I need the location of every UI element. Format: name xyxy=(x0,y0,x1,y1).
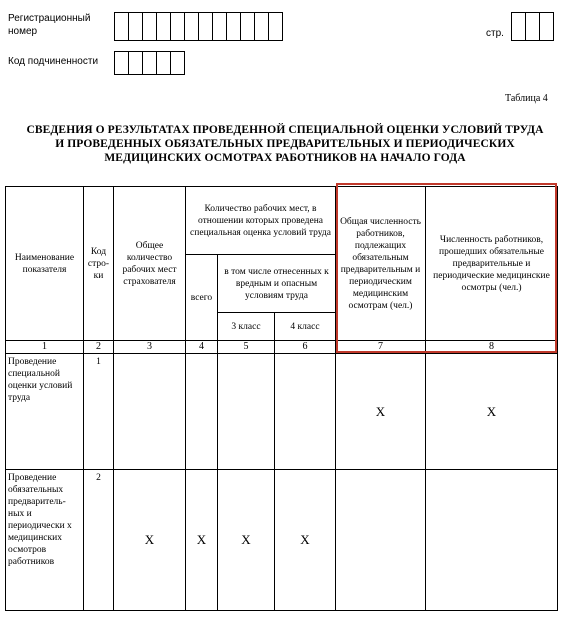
header-class-3: 3 класс xyxy=(218,313,275,341)
row-name: Проведение специальной оценки условий труда xyxy=(6,354,84,470)
table-number: Таблица 4 xyxy=(505,93,548,104)
table-row xyxy=(6,354,558,470)
subordination-code-field[interactable] xyxy=(114,51,185,75)
header-line-code: Код стро-ки xyxy=(84,187,114,341)
table-row xyxy=(6,470,558,611)
cell-employees-subject[interactable] xyxy=(336,470,426,611)
reg-number-label: Регистрационный номер xyxy=(8,13,91,37)
header-harmful-conditions: в том числе отнесенных к вредным и опасным условиям труда xyxy=(218,255,336,313)
results-table xyxy=(5,186,558,611)
column-number: 4 xyxy=(186,341,218,354)
reg-number-field[interactable] xyxy=(114,12,283,41)
row-code: 2 xyxy=(84,470,114,611)
cell-total[interactable] xyxy=(186,354,218,470)
document-title: СВЕДЕНИЯ О РЕЗУЛЬТАТАХ ПРОВЕДЕННОЙ СПЕЦИАЛЬНОЙ ОЦЕНКИ УСЛОВИЙ ТРУДА И ПРОВЕДЕННЫХ ОБЯЗАТЕЛЬНЫХ ПРЕДВАРИТЕЛЬНЫХ И ПЕРИОДИЧЕСКИХ МЕДИЦИНСКИХ ОСМОТРАХ РАБОТНИКОВ НА НАЧАЛО ГОДА xyxy=(26,124,544,164)
column-number: 7 xyxy=(336,341,426,354)
column-number: 6 xyxy=(275,341,336,354)
column-number: 2 xyxy=(84,341,114,354)
column-number: 8 xyxy=(426,341,558,354)
header-indicator-name: Наименование показателя xyxy=(6,187,84,341)
header-employees-passed: Численность работников, прошедших обязательные предварительные и периодические медицинские осмотры (чел.) xyxy=(426,187,558,341)
cell-employees-passed[interactable] xyxy=(426,470,558,611)
cell-class-3[interactable] xyxy=(218,354,275,470)
header-total-workplaces: Общее количество рабочих мест страхователя xyxy=(114,187,186,341)
header-total: всего xyxy=(186,255,218,341)
header-class-4: 4 класс xyxy=(275,313,336,341)
cell-employees-subject: X xyxy=(336,354,426,470)
column-number: 1 xyxy=(6,341,84,354)
cell-total: X xyxy=(186,470,218,611)
row-code: 1 xyxy=(84,354,114,470)
cell-class-4[interactable] xyxy=(275,354,336,470)
subordination-code-label: Код подчиненности xyxy=(8,56,99,67)
cell-class-4: X xyxy=(275,470,336,611)
cell-total-workplaces[interactable] xyxy=(114,354,186,470)
header-employees-subject: Общая численность работников, подлежащих обязательным предварительным и периодическим медицинским осмотрам (чел.) xyxy=(336,187,426,341)
cell-total-workplaces: X xyxy=(114,470,186,611)
column-number: 3 xyxy=(114,341,186,354)
cell-class-3: X xyxy=(218,470,275,611)
row-name: Проведение обязательных предваритель-ных и периодически х медицинских осмотров работников xyxy=(6,470,84,611)
cell-employees-passed: X xyxy=(426,354,558,470)
page-number-field[interactable] xyxy=(511,12,554,41)
page-label: стр. xyxy=(486,28,504,39)
header-assessed-workplaces: Количество рабочих мест, в отношении которых проведена специальная оценка условий труда xyxy=(186,187,336,255)
column-number: 5 xyxy=(218,341,275,354)
